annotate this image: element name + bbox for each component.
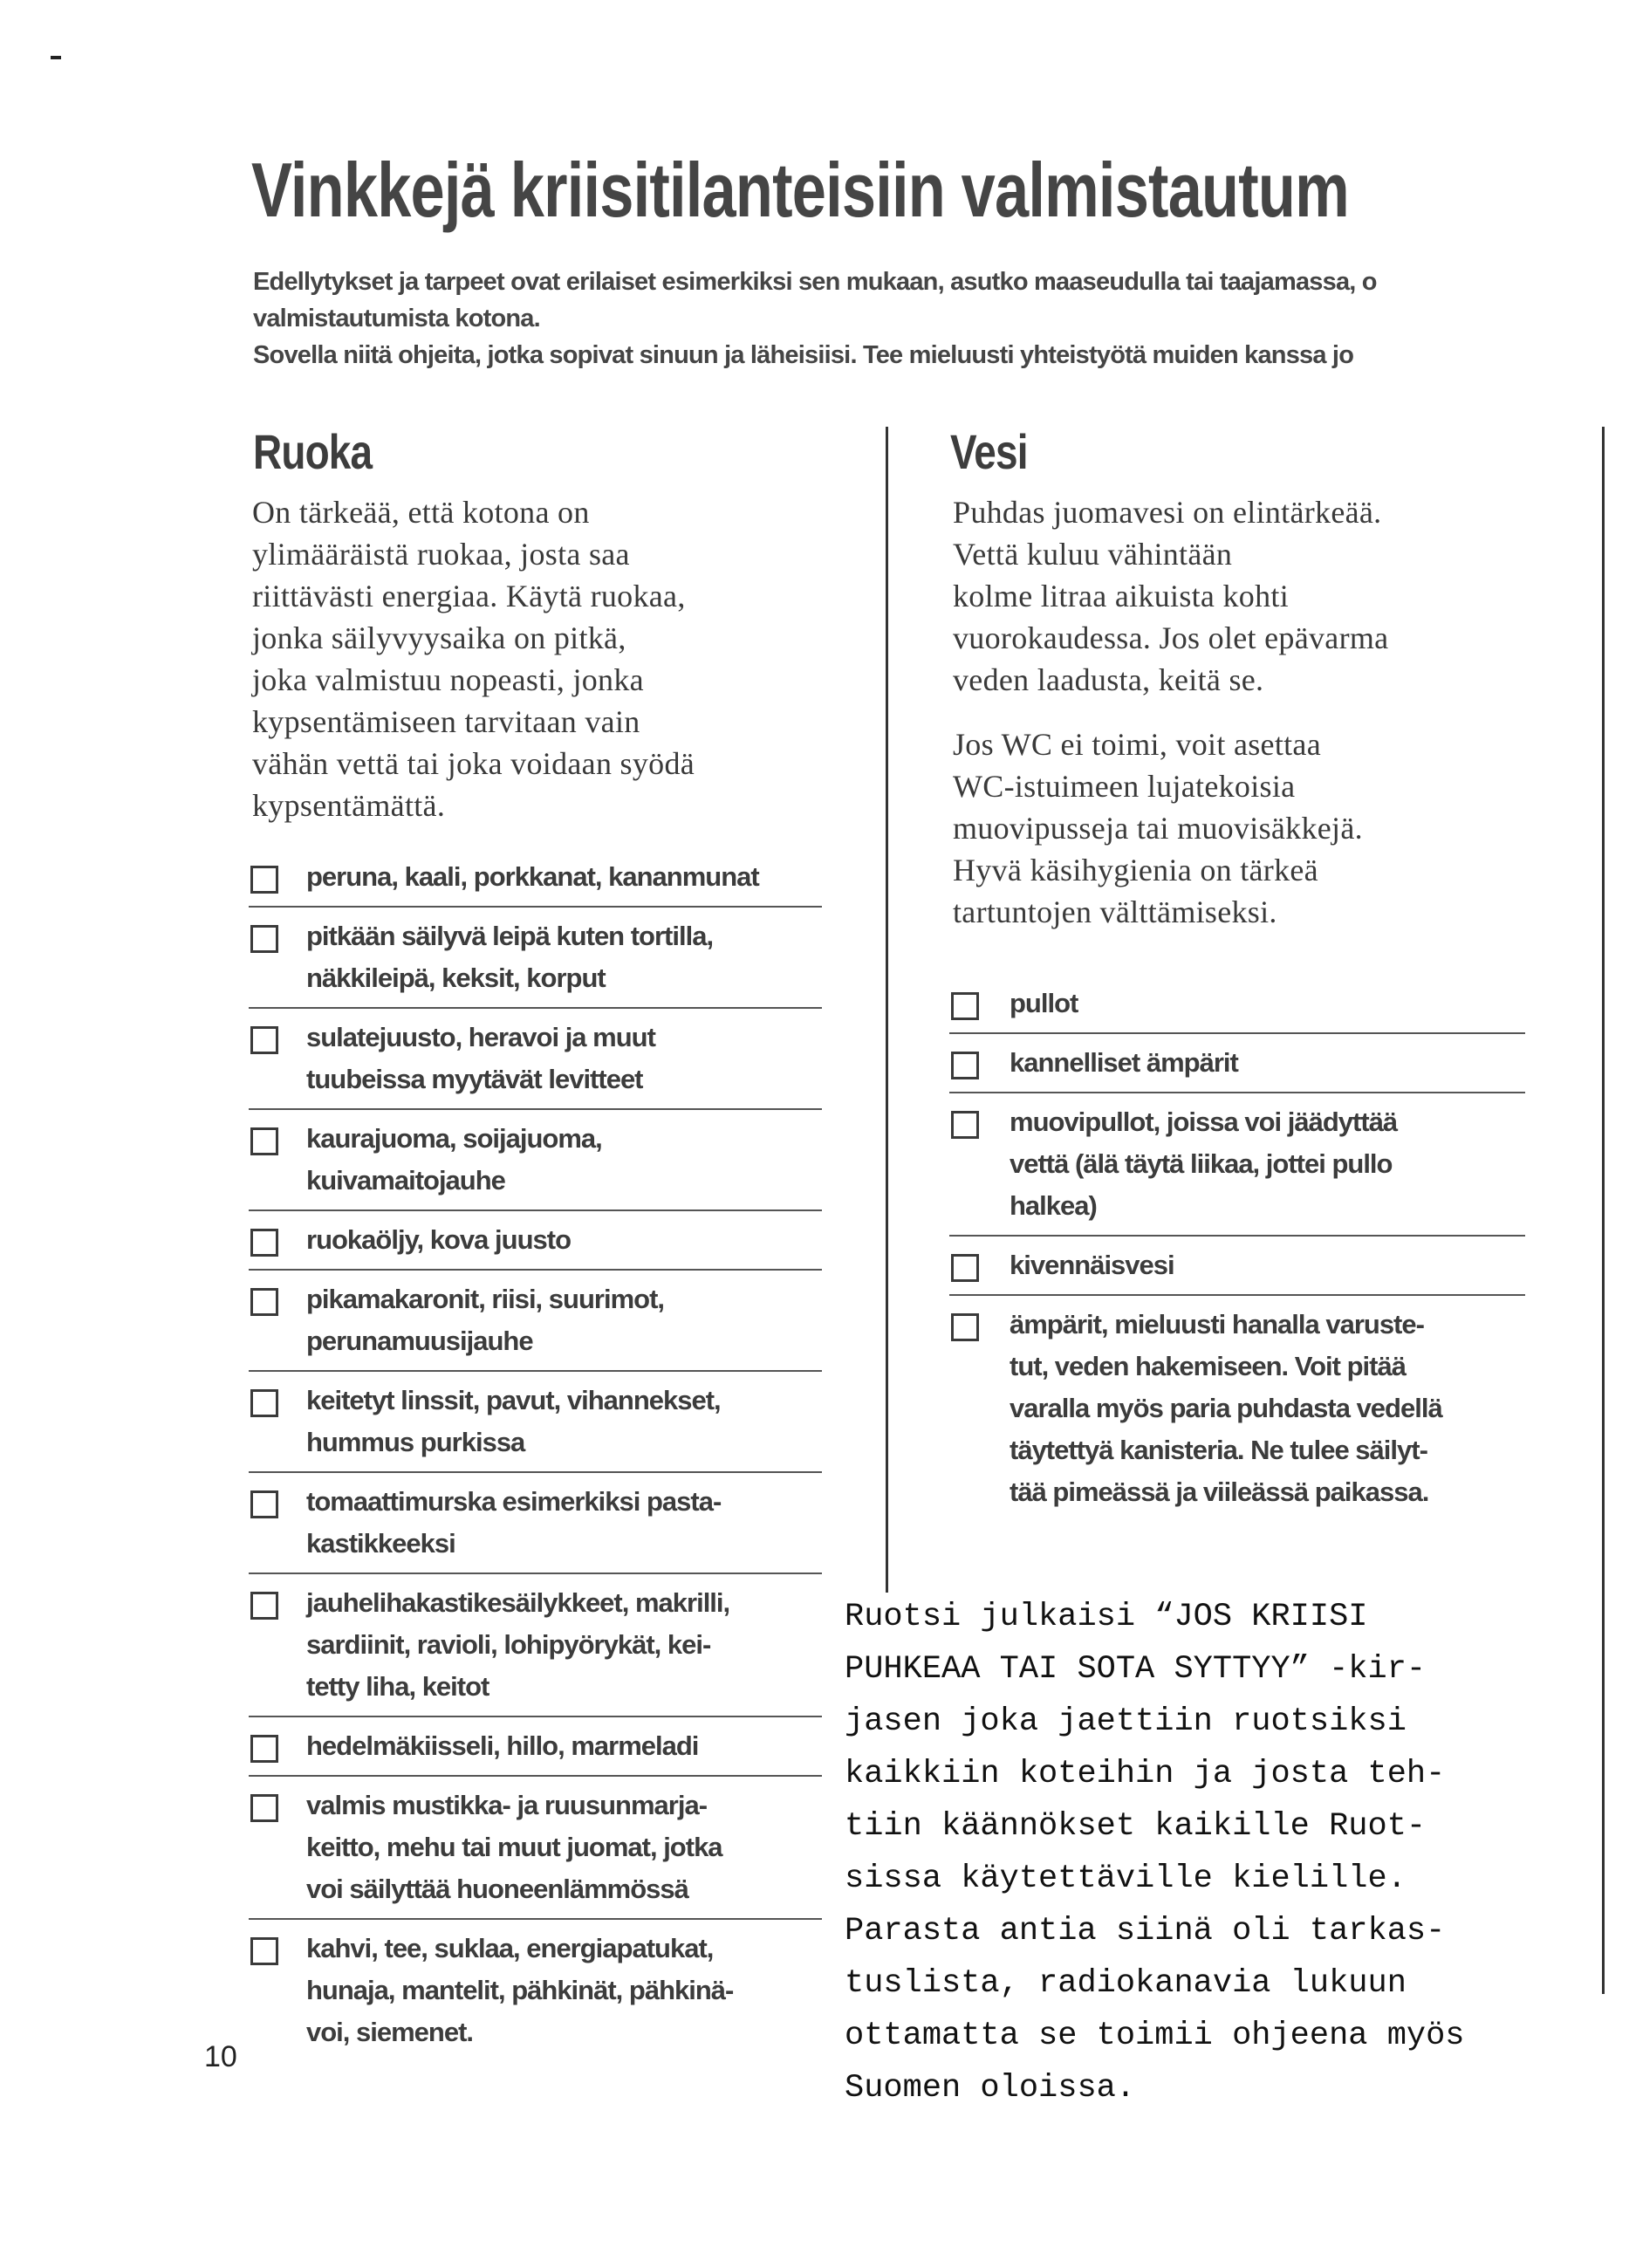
checkbox[interactable]	[250, 1389, 278, 1417]
checkbox[interactable]	[250, 1026, 278, 1054]
checklist-item-label: ruokaöljy, kova juusto	[306, 1224, 572, 1255]
checklist-item-label: valmis mustikka- ja ruusunmarja- keitto, mehu tai muut juomat, jotka voi säilyttää huoneenlämmössä	[306, 1790, 722, 1904]
water-checklist	[949, 975, 1525, 1521]
food-checklist	[249, 848, 822, 2061]
checklist-item-label: kahvi, tee, suklaa, energiapatukat, hunaja, mantelit, pähkinät, pähkinä- voi, siemenet.	[306, 1933, 734, 2047]
checkbox[interactable]	[250, 925, 278, 953]
checklist-item-label: kaurajuoma, soijajuoma, kuivamaitojauhe	[306, 1123, 602, 1196]
water-heading: Vesi	[950, 424, 1028, 479]
checkbox[interactable]	[951, 1111, 979, 1139]
checkbox[interactable]	[250, 1127, 278, 1155]
checkbox[interactable]	[250, 1229, 278, 1257]
checkbox[interactable]	[250, 1288, 278, 1316]
checklist-item	[949, 1237, 1525, 1296]
checklist-item-label: muovipullot, joissa voi jäädyttää vettä (älä täytä liikaa, jottei pullo halkea)	[1010, 1107, 1398, 1221]
checklist-item	[249, 1777, 822, 1920]
checklist-item	[249, 848, 822, 908]
checklist-item	[249, 1110, 822, 1211]
checkbox[interactable]	[951, 1254, 979, 1282]
water-paragraphs	[953, 491, 1581, 956]
checklist-item	[949, 1093, 1525, 1237]
intro-line: Edellytykset ja tarpeet ovat erilaiset esimerkiksi sen mukaan, asutko maaseudulla tai taajamassa, o	[253, 268, 1377, 296]
page-title: Vinkkejä kriisitilanteisiin valmistautum	[251, 147, 1349, 233]
checklist-item-label: hedelmäkiisseli, hillo, marmeladi	[306, 1730, 699, 1761]
checklist-item-label: peruna, kaali, porkkanat, kananmunat	[306, 861, 759, 892]
column-divider	[886, 427, 888, 1593]
checklist-item-label: pitkään säilyvä leipä kuten tortilla, näkkileipä, keksit, korput	[306, 921, 714, 993]
checklist-item	[249, 1574, 822, 1717]
checkbox[interactable]	[951, 1313, 979, 1341]
page-number: 10	[204, 2040, 237, 2073]
intro-line: Sovella niitä ohjeita, jotka sopivat sinuun ja läheisiisi. Tee mieluusti yhteistyötä muiden kanssa jo	[253, 341, 1354, 369]
checklist-item	[249, 1920, 822, 2061]
checkbox[interactable]	[250, 1794, 278, 1822]
checklist-item-label: jauhelihakastikesäilykkeet, makrilli, sardiinit, ravioli, lohipyörykät, kei- tetty liha, keitot	[306, 1587, 730, 1702]
checklist-item-label: pikamakaronit, riisi, suurimot, perunamuusijauhe	[306, 1284, 665, 1356]
checklist-item-label: tomaattimurska esimerkiksi pasta- kastikkeeksi	[306, 1486, 722, 1559]
checkbox[interactable]	[250, 1735, 278, 1763]
checklist-item	[949, 1034, 1525, 1093]
checkbox[interactable]	[250, 1937, 278, 1965]
checklist-item	[249, 1372, 822, 1473]
typewritten-note: Ruotsi julkaisi “JOS KRIISI PUHKEAA TAI SOTA SYTTYY” -kir- jasen joka jaettiin ruotsiksi kaikkiin koteihin ja josta teh- tiin käännökset kaikille Ruot- sissa käytettäville kielille. Parasta antia siinä oli tarkas- tuslista, radiokanavia lukuun ottamatta se toimii ohjeena myös Suomen oloissa.	[845, 1599, 1465, 2107]
checklist-item	[249, 1717, 822, 1777]
checklist-item	[249, 1271, 822, 1372]
checklist-item-label: ämpärit, mieluusti hanalla varuste- tut, veden hakemiseen. Voit pitää varalla myös paria puhdasta vedellä täytettyä kanisteria. Ne tulee säilyt- tää pimeässä ja viileässä paikassa.	[1010, 1309, 1442, 1507]
checklist-item	[249, 1009, 822, 1110]
checklist-item	[249, 908, 822, 1009]
checkbox[interactable]	[250, 1592, 278, 1620]
food-paragraph: On tärkeää, että kotona on ylimääräistä ruokaa, josta saa riittävästi energiaa. Käytä ruokaa, jonka säilyvyysaika on pitkä, joka valmistuu nopeasti, jonka kypsentämiseen tarvitaan vain vähän vettä tai joka voidaan syödä kypsentämättä.	[252, 495, 695, 823]
checkbox[interactable]	[951, 992, 979, 1020]
intro-text	[253, 264, 1629, 373]
intro-line: valmistautumista kotona.	[253, 305, 540, 332]
column-divider	[1602, 427, 1605, 1994]
checklist-item	[249, 1211, 822, 1271]
checkbox[interactable]	[250, 1490, 278, 1518]
checklist-item-label: kannelliset ämpärit	[1010, 1047, 1238, 1078]
water-paragraph: Puhdas juomavesi on elintärkeää. Vettä kuluu vähintään kolme litraa aikuista kohti vuorokaudessa. Jos olet epävarma veden laadusta, keitä se.	[953, 495, 1389, 697]
checklist-item	[249, 1473, 822, 1574]
water-paragraph: Jos WC ei toimi, voit asettaa WC-istuimeen lujatekoisia muovipusseja tai muovisäkkejä. Hyvä käsihygienia on tärkeä tartuntojen välttämiseksi.	[953, 727, 1363, 929]
checklist-item-label: keitetyt linssit, pavut, vihannekset, hummus purkissa	[306, 1385, 721, 1457]
checklist-item-label: pullot	[1010, 988, 1078, 1018]
scan-mark	[51, 56, 61, 59]
checklist-item	[949, 1296, 1525, 1521]
checkbox[interactable]	[250, 866, 278, 894]
food-heading: Ruoka	[253, 424, 373, 479]
checklist-item-label: kivennäisvesi	[1010, 1250, 1174, 1280]
checklist-item-label: sulatejuusto, heravoi ja muut tuubeissa myytävät levitteet	[306, 1022, 655, 1094]
checkbox[interactable]	[951, 1052, 979, 1079]
checklist-item	[949, 975, 1525, 1034]
